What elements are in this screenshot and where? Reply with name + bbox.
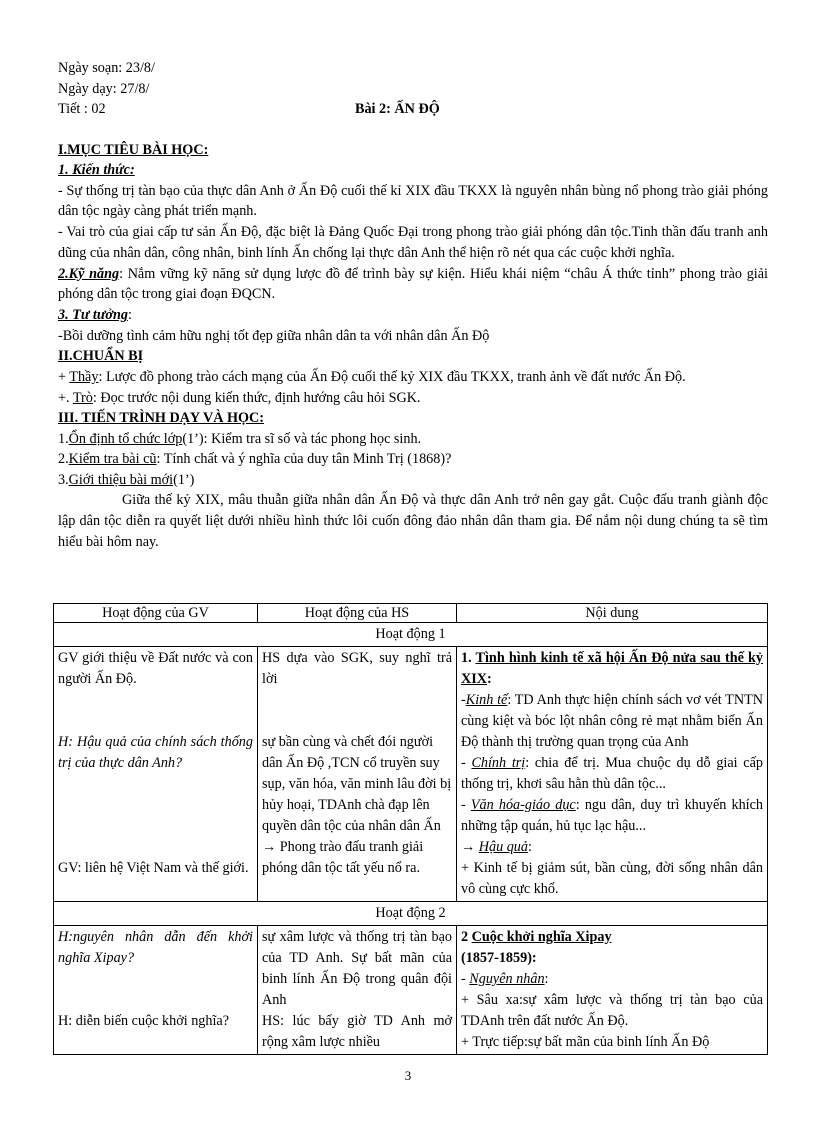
hs-text: HS: lúc bấy giờ TD Anh mở rộng xâm lược nhiều <box>262 1013 452 1050</box>
hs-answer-text: sự bần cùng và chết đói người dân Ấn Độ ,TCN cổ truyền suy sụp, văn hóa, văn minh lâu đời bị hủy hoại, TDAnh chà đạp lên quyền dân tộc của nhân dân Ấn <box>262 734 452 834</box>
activity-2-row <box>54 926 768 1055</box>
section-number: 2 <box>461 929 472 945</box>
politics-item: - Chính trị: chia để trị. Mua chuộc dụ dỗ giai cấp thống trị, khơi sâu hằn thù dân tộc... <box>461 755 763 792</box>
table-header-row <box>54 604 768 623</box>
cause-direct: + Trực tiếp:sự bất mãn của binh lính Ấn Độ <box>461 1034 710 1050</box>
skills-label: 2.Kỹ năng <box>58 265 120 282</box>
attitude-heading: 3. Tư tưởng <box>58 307 128 324</box>
right-arrow-icon: → <box>461 839 476 855</box>
lesson-activity-table <box>53 603 768 1055</box>
hs-answer <box>262 732 452 879</box>
activity-1-label: Hoạt động 1 <box>54 623 768 647</box>
consequence-label: Hậu quả <box>478 839 528 855</box>
step-3-label: Giới thiệu bài mới <box>68 471 174 488</box>
activity-2-content-cell <box>457 926 768 1055</box>
step-number: 1. <box>58 430 69 447</box>
step-1 <box>58 429 768 450</box>
gv-question: H:nguyên nhân dẫn đến khởi nghĩa Xipay? <box>58 929 253 966</box>
student-label: Trò <box>72 389 93 406</box>
section-2-title <box>461 927 763 948</box>
knowledge-paragraph-2: - Vai trò của giai cấp tư sản Ấn Độ, đặc biệt là Đảng Quốc Đại trong phong trào giải phóng dân tộc.Tinh thần đấu tranh anh dũng của nhân dân, công nhân, binh lính Ấn chống lại thực dân Anh thể hiện rõ nét qua các cuộc khởi nghĩa. <box>58 224 768 261</box>
intro-paragraph: Giữa thế kỷ XIX, mâu thuẫn giữa nhân dân Ấn Độ và thực dân Anh trở nên gay gắt. Cuộc đấu tranh giành độc lập dân tộc diễn ra quyết liệt dưới nhiều hình thức lôi cuốn đông đảo nhân dân tham gia. Để nắm nội dung chúng ta sẽ tìm hiểu bài hôm nay. <box>58 492 768 550</box>
hs-text: HS dựa vào SGK, suy nghĩ trả lời <box>262 650 452 687</box>
bullet-plus: +. <box>58 389 73 406</box>
activity-1-label-row <box>54 623 768 647</box>
activity-2-label: Hoạt động 2 <box>54 902 768 926</box>
section-title-text: Cuộc khởi nghĩa Xipay <box>471 929 612 945</box>
knowledge-heading: 1. Kiến thức: <box>58 162 135 178</box>
step-1-label: Ổn định tổ chức lớp <box>68 430 183 447</box>
step-number: 3. <box>58 471 69 488</box>
culture-text: : ngu dân, duy trì khuyến khích những tập quán, hủ tục lạc hậu... <box>461 797 763 834</box>
section-number: 1. <box>461 650 476 666</box>
bullet-plus: + <box>58 368 70 385</box>
step-3-text: (1’) <box>173 471 195 488</box>
objectives-heading: I.MỤC TIÊU BÀI HỌC: <box>58 141 209 158</box>
consequence-colon: : <box>528 839 532 855</box>
teacher-label: Thầy <box>69 368 99 385</box>
section-1-title <box>461 648 763 690</box>
activity-2-hs-cell <box>258 926 457 1055</box>
hs-text: sự xâm lược và thống trị tàn bạo của TD Anh. Sự bất mãn của binh lính Ấn Độ trong quân đội Anh <box>262 929 452 1008</box>
section-colon: : <box>487 671 492 687</box>
step-1-text: (1’): Kiểm tra sĩ số và tác phong học sinh. <box>182 430 422 447</box>
cause-label: Nguyên nhân <box>469 971 545 987</box>
step-2 <box>58 449 768 470</box>
hs-answer-conclusion: Phong trào đấu tranh giải phóng dân tộc tất yếu nổ ra. <box>262 839 424 876</box>
skills-text: : Nắm vững kỹ năng sử dụng lược đồ để trình bày sự kiện. Hiểu khái niệm “châu Á thức tỉnh” phong trào giải phóng dân tộc trong giai đoạn ĐQCN. <box>58 265 768 303</box>
step-2-label: Kiểm tra bài cũ <box>68 451 157 468</box>
activity-1-content-cell <box>457 647 768 902</box>
section-title-text: Tình hình kinh tế xã hội Ấn Độ nửa sau thế kỷ XIX <box>461 650 763 687</box>
step-number: 2. <box>58 451 69 468</box>
politics-text: : chia để trị. Mua chuộc dụ dỗ giai cấp thống trị, khơi sâu hằn thù dân tộc... <box>461 755 763 792</box>
knowledge-paragraph-1: - Sự thống trị tàn bạo của thực dân Anh ở Ấn Độ cuối thế kỉ XIX đầu TKXX là nguyên nhân bùng nổ phong trào giải phóng dân tộc ngày càng phát triển mạnh. <box>58 182 768 220</box>
attitude-colon: : <box>127 307 132 324</box>
section-2-years: (1857-1859): <box>461 950 537 966</box>
teacher-text: : Lược đồ phong trào cách mạng của Ấn Độ cuối thế kỷ XIX đầu TKXX, tranh ảnh về đất nước Ấn Độ. <box>98 368 686 385</box>
gv-text: GV: liên hệ Việt Nam và thế giới. <box>58 860 249 876</box>
preparation-heading: II.CHUẨN BỊ <box>58 348 144 365</box>
right-arrow-icon: → <box>262 839 277 855</box>
step-2-text: : Tính chất và ý nghĩa của duy tân Minh Trị (1868)? <box>156 451 452 468</box>
period: Tiết : 02 <box>58 101 106 117</box>
lesson-title: Bài 2: ẤN ĐỘ <box>355 101 440 117</box>
culture-item: - Văn hóa-giáo dục: ngu dân, duy trì khuyến khích những tập quán, hủ tục lạc hậu... <box>461 797 763 834</box>
activity-2-label-row <box>54 902 768 926</box>
gv-question: H: Hậu quả của chính sách thống trị của thực dân Anh? <box>58 734 253 771</box>
gv-text: GV giới thiệu về Đất nước và con người Ấn Độ. <box>58 650 253 687</box>
activity-1-hs-cell <box>258 647 457 902</box>
activity-2-gv-cell <box>54 926 258 1055</box>
politics-label: Chính trị <box>471 755 526 771</box>
cause-deep: + Sâu xa:sự xâm lược và thống trị tàn bạo của TDAnh trên đất nước Ấn Độ. <box>461 992 763 1029</box>
column-header-gv: Hoạt động của GV <box>54 604 258 623</box>
consequence-text: + Kinh tế bị giảm sút, bần cùng, đời sống nhân dân vô cùng cực khổ. <box>461 860 763 897</box>
procedure-heading: III. TIẾN TRÌNH DẠY VÀ HỌC: <box>58 410 265 427</box>
teacher-prep <box>58 367 768 388</box>
cause-heading: - Nguyên nhân: <box>461 971 549 987</box>
activity-1-gv-cell <box>54 647 258 902</box>
prep-date: Ngày soạn: 23/8/ <box>58 60 155 76</box>
step-3 <box>58 470 768 491</box>
skills-paragraph <box>58 264 768 306</box>
student-text: : Đọc trước nội dung kiến thức, định hướng câu hỏi SGK. <box>92 389 421 406</box>
economy-label: Kinh tế <box>465 692 508 708</box>
column-header-content: Nội dung <box>457 604 768 623</box>
culture-label: Văn hóa-giáo dục <box>470 797 576 813</box>
column-header-hs: Hoạt động của HS <box>258 604 457 623</box>
page-number: 3 <box>404 1068 412 1083</box>
economy-item: -Kinh tế: TD Anh thực hiện chính sách vơ vét TNTN cùng kiệt và bóc lột nhân công rẻ mạt nhằm biến Ấn Độ thành thị trường quan trọng của Anh <box>461 692 763 750</box>
cause-colon: : <box>544 971 549 987</box>
consequence-heading <box>461 837 763 858</box>
economy-text: : TD Anh thực hiện chính sách vơ vét TNTN cùng kiệt và bóc lột nhân công rẻ mạt nhằm biến Ấn Độ thành thị trường quan trọng của Anh <box>461 692 763 750</box>
student-prep <box>58 388 768 409</box>
attitude-text: -Bồi dưỡng tình cảm hữu nghị tốt đẹp giữa nhân dân ta với nhân dân Ấn Độ <box>58 327 490 344</box>
activity-1-row <box>54 647 768 902</box>
attitude-heading-row <box>58 305 768 326</box>
document-page <box>58 58 768 552</box>
gv-question: H: diễn biến cuộc khởi nghĩa? <box>58 1013 230 1029</box>
teach-date: Ngày dạy: 27/8/ <box>58 80 150 97</box>
period-row <box>58 99 768 120</box>
